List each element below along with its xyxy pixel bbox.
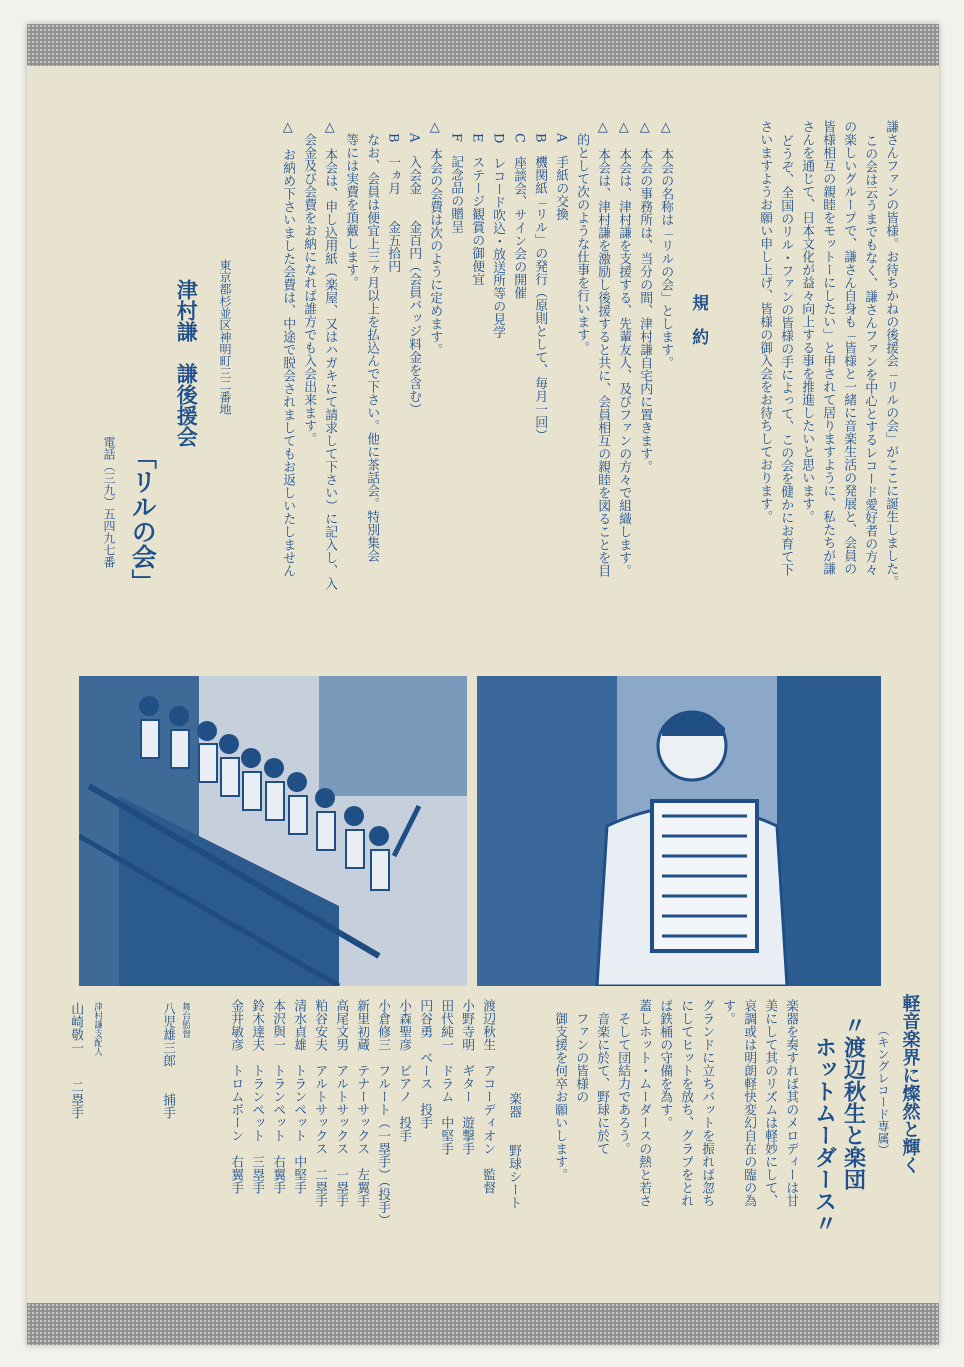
rule-line: B 機関紙「リル」の発行（原則として、毎月一回）	[532, 120, 548, 442]
rule-line: △ お納め下さいました会費は、中途で脱会されましてもお返しいたしません	[280, 120, 296, 577]
manager-label: 津村謙支配人	[92, 1002, 103, 1056]
roster-member: 鈴木達夫 トランペット 三塁手	[249, 999, 265, 1194]
feature-line: 楽器を奏すれば其のメロディーは甘	[783, 999, 799, 1207]
roster-member: 小倉修三 フルート（一塁手）（投手）	[375, 999, 391, 1227]
rules-title: 規 約	[688, 294, 709, 345]
feature-line: そして団結力であろう。	[615, 1012, 631, 1155]
intro-line: 皆様相互の親睦をモットーにしたい」と申されて居りますように、私たちが謙	[820, 120, 836, 575]
rule-line: A 手紙の交換	[553, 120, 569, 221]
rule-line: B 一ヵ月 金五拾円	[385, 120, 401, 273]
band-group-photo	[79, 676, 467, 986]
feature-tagline: 軽音楽界に燦然と輝く	[899, 994, 921, 1174]
feature-line: グランドに立ちバットを振れば忽ち	[699, 999, 715, 1207]
rule-line: △ 本会は、津村謙を激励し後援すると共に、会員相互の親睦を図ることを目	[595, 120, 611, 577]
feature-line: 御支援を何卒お願いします。	[552, 1012, 568, 1181]
feature-line: す。	[720, 999, 736, 1025]
roster-header: 楽器 野球シート	[506, 1092, 522, 1209]
roster-member: 粕谷安夫 アルトサックス 二塁手	[312, 999, 328, 1207]
intro-line: 謙さんファンの皆様。お待ちかねの後援会「リルの会」がここに誕生しました。	[883, 120, 899, 588]
roster-member: 渡辺秋生 アコーディオン 監督	[480, 999, 496, 1194]
stage-director: 八児雄三郎 捕手	[160, 1002, 176, 1119]
roster-member: 高尾文男 アルトサックス 一塁手	[333, 999, 349, 1207]
rule-line: 等には実費を頂戴します。	[343, 120, 359, 289]
feature-line: 音楽に於て、野球に於て	[594, 1012, 610, 1155]
intro-line: の楽しいグループで、謙さん自身も「皆様と一緒に音楽生活の発展と、会員の	[841, 120, 857, 575]
feature-title-1: 〃渡辺秋生と楽団	[840, 1014, 867, 1190]
rule-line: F 記念品の贈呈	[448, 120, 464, 234]
feature-line: にしてヒットを放ち、グラブをとれ	[678, 999, 694, 1207]
feature-line: 蓋しホット・ムーダースの熱と若さ	[636, 999, 652, 1207]
roster-member: 清水貞雄 トランペット 中堅手	[291, 999, 307, 1194]
manager: 山崎敬一 二塁手	[68, 1002, 84, 1119]
halftone-border-top	[27, 24, 939, 66]
accordion-player-photo	[477, 676, 881, 986]
roster-member: 円谷勇 ベース 投手	[417, 999, 433, 1129]
rule-line: A 入会金 金百円（会員バッジ料金を含む）	[406, 120, 422, 416]
club-name: 「リルの会」	[128, 444, 158, 594]
intro-line: さいますようお願い申し上げ、皆様の御入会をお待ちしております。	[757, 120, 773, 523]
rule-line: なお、会員は便宜上三ヶ月以上を払込んで下さい。他に茶話会。特別集会	[364, 120, 380, 562]
roster-member: 本沢與一 トランペット 右翼手	[270, 999, 286, 1194]
rule-line: E ステージ観賞の御便宜	[469, 120, 485, 286]
stage-director-label: 舞台監督	[180, 1002, 191, 1038]
pamphlet-sheet	[27, 24, 939, 1345]
intro-line: この会は云うまでもなく、謙さんファンを中心とするレコード愛好者の方々	[862, 134, 878, 576]
roster-member: 田代純一 ドラム 中堅手	[438, 999, 454, 1155]
rule-line: C 座談会、サイン会の開催	[511, 120, 527, 299]
roster-member: 新里初蔵 テナーサックス 左翼手	[354, 999, 370, 1207]
org-phone: 電話（三九）五四九七番	[102, 436, 116, 568]
rule-line: △ 本会の会費は次のように定めます。	[427, 120, 443, 356]
feature-line: ファンの皆様の	[573, 1012, 589, 1103]
feature-label: （キングレコード専属）	[876, 1024, 890, 1156]
feature-title-2: ホットムーダース〃	[811, 1036, 838, 1234]
rule-line: D レコード吹込・放送所等の見学	[490, 120, 506, 339]
org-address: 東京都杉並区神明町三二番地	[218, 259, 232, 415]
roster-member: 小森聖彦 ピアノ 投手	[396, 999, 412, 1142]
halftone-border-bottom	[27, 1303, 939, 1345]
rule-line: △ 本会の事務所は、当分の間、津村謙自宅内に置きます。	[637, 120, 653, 473]
intro-line: どうぞ、全国のリル・ファンの皆様の手によって、この会を健かにお育て下	[778, 134, 794, 576]
roster-member: 小野寺明 ギター 遊撃手	[459, 999, 475, 1155]
feature-line: 哀調或は明朗軽快変幻自在の臨の為	[741, 999, 757, 1207]
rule-line: △ 本会は、津村謙を支援する、先輩友人、及びファンの方々で組織します。	[616, 120, 632, 577]
org-name: 津村謙 謙後援会	[174, 279, 200, 447]
rule-line: 的として次のような仕事を行います。	[574, 120, 590, 354]
feature-line: ば鉄桶の守備を為す。	[657, 999, 673, 1129]
feature-line: 美にして其のリズムは軽妙にして、	[762, 999, 778, 1207]
intro-line: さんを通じて、日本文化が益々向上する事を推進したいと思います。	[799, 120, 815, 523]
rule-line: △ 本会は、申し込用紙（楽屋、又はハガキにて請求して下さい）に記入し、入	[322, 120, 338, 590]
rule-line: △ 本会の名称は「リルの会」とします。	[658, 120, 674, 369]
rule-line: 会金及び会費をお納になれば誰方でも入会出来ます。	[301, 120, 317, 445]
roster-member: 金井敏彦 トロムボーン 右翼手	[228, 999, 244, 1194]
